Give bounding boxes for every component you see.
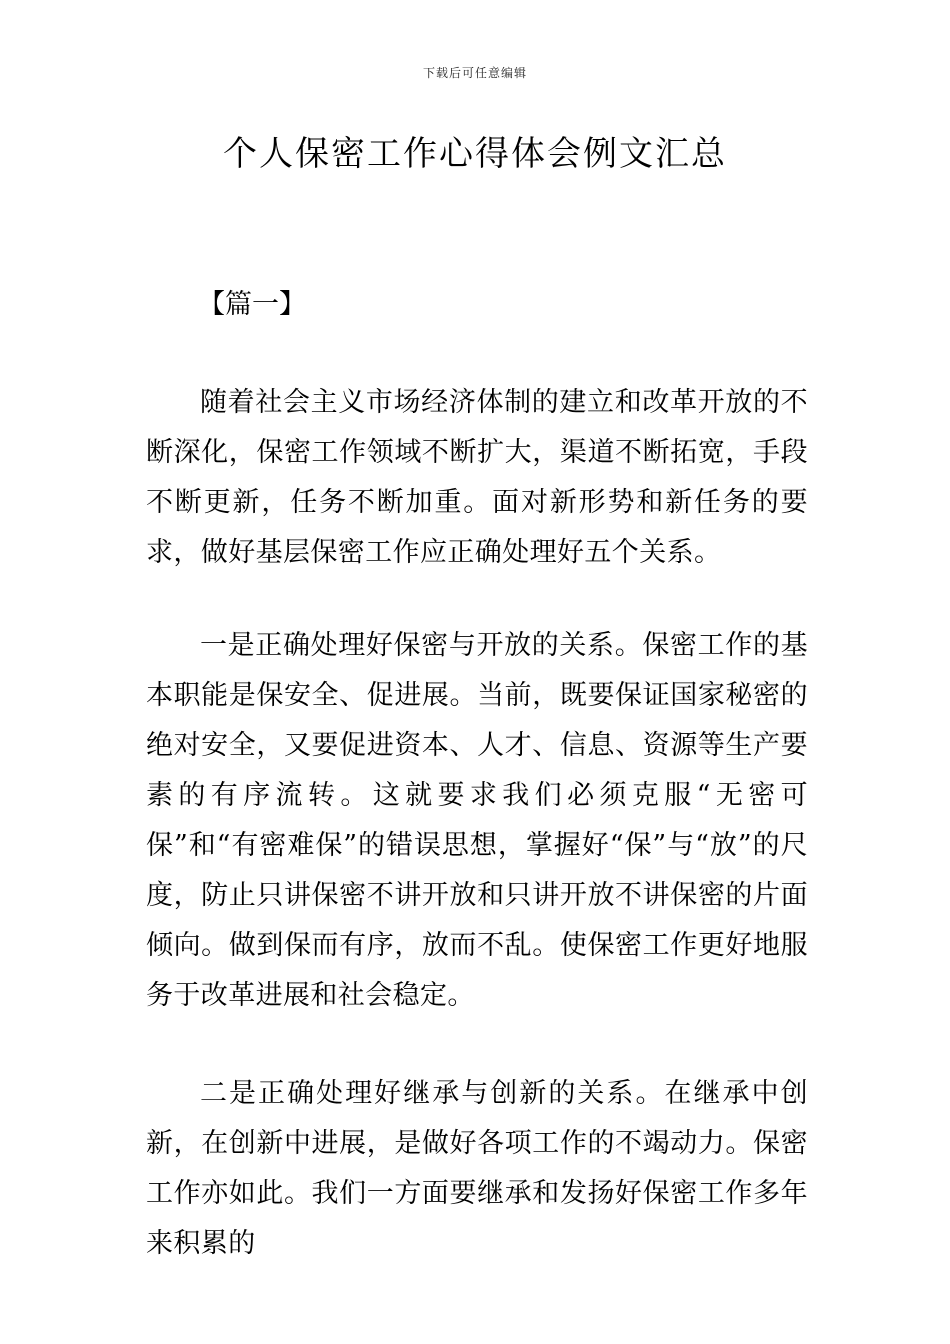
paragraph-first-relation: 一是正确处理好保密与开放的关系。保密工作的基本职能是保安全、促进展。当前，既要保证国家秘密的绝对安全，又要促进资本、人才、信息、资源等生产要素的有序流转。这就要求我们必须克服“无密可保”和“有密难保”的错误思想，掌握好“保”与“放”的尺度，防止只讲保密不讲开放和只讲开放不讲保密的片面倾向。做到保而有序，放而不乱。使保密工作更好地服务于改革进展和社会稳定。	[146, 630, 808, 1011]
paragraph-intro: 随着社会主义市场经济体制的建立和改革开放的不断深化，保密工作领域不断扩大，渠道不断拓宽，手段不断更新，任务不断加重。面对新形势和新任务的要求，做好基层保密工作应正确处理好五个关系。	[146, 387, 808, 568]
header-note: 下载后可任意编辑	[422, 66, 527, 80]
section-label: 【篇一】	[198, 289, 306, 320]
paragraph-second-relation: 二是正确处理好继承与创新的关系。在继承中创新，在创新中进展，是做好各项工作的不竭动力。保密工作亦如此。我们一方面要继承和发扬好保密工作多年来积累的	[146, 1078, 808, 1259]
document-title: 个人保密工作心得体会例文汇总	[223, 134, 727, 174]
